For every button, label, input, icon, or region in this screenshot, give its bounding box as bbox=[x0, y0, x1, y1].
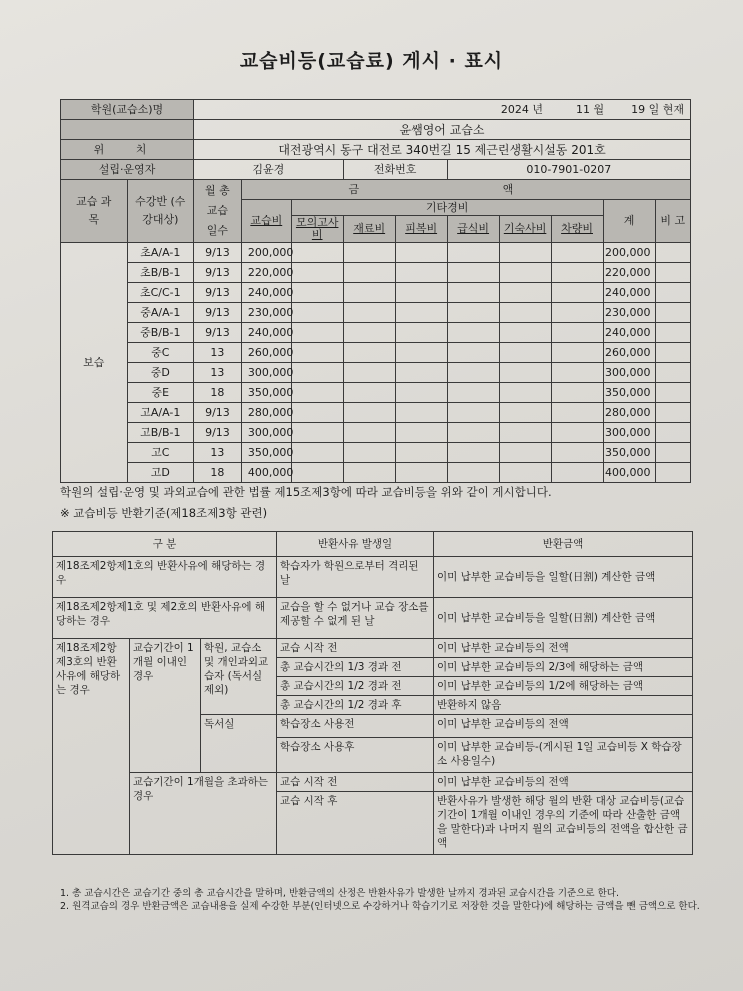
other-expense-cell bbox=[343, 283, 395, 303]
other-expense-cell bbox=[447, 263, 499, 283]
note-cell bbox=[655, 263, 691, 283]
other-expense-cell bbox=[447, 243, 499, 263]
fee-row bbox=[61, 303, 691, 323]
other-expense-cell bbox=[291, 443, 343, 463]
other-expense-cell bbox=[551, 303, 603, 323]
total-cell: 300,000 bbox=[603, 363, 655, 383]
days-cell: 9/13 bbox=[194, 423, 242, 443]
operator-row bbox=[61, 160, 691, 180]
other-expense-cell bbox=[395, 423, 447, 443]
r1-category: 제18조제2항제1호의 반환사유에 해당하는 경우 bbox=[53, 557, 277, 598]
days-cell: 9/13 bbox=[194, 283, 242, 303]
other-expense-cell bbox=[343, 463, 395, 483]
total-cell: 400,000 bbox=[603, 463, 655, 483]
cause-rr-after: 학습장소 사용후 bbox=[277, 738, 434, 773]
other-expense-cell bbox=[395, 443, 447, 463]
cause-after-half: 총 교습시간의 1/2 경과 후 bbox=[277, 696, 434, 715]
cause-header: 반환사유 발생일 bbox=[277, 532, 434, 557]
other-expense-cell bbox=[499, 463, 551, 483]
other-expense-cell bbox=[291, 303, 343, 323]
other-expense-cell bbox=[395, 323, 447, 343]
tuition-cell: 280,000 bbox=[241, 403, 291, 423]
refund-header-row bbox=[53, 532, 693, 557]
days-cell: 9/13 bbox=[194, 303, 242, 323]
other-expense-cell bbox=[291, 323, 343, 343]
amount-before-start: 이미 납부한 교습비등의 전액 bbox=[434, 639, 693, 658]
days-cell: 13 bbox=[194, 363, 242, 383]
other-expense-cell bbox=[395, 243, 447, 263]
other-expense-cell bbox=[395, 263, 447, 283]
fee-row bbox=[61, 243, 691, 263]
total-cell: 240,000 bbox=[603, 323, 655, 343]
other-expense-cell bbox=[395, 463, 447, 483]
tuition-cell: 350,000 bbox=[241, 443, 291, 463]
other-expense-cell bbox=[551, 383, 603, 403]
class-cell: 중A/A-1 bbox=[127, 303, 194, 323]
meal-fee-header: 급식비 bbox=[447, 216, 499, 243]
cause-third: 총 교습시간의 1/3 경과 전 bbox=[277, 658, 434, 677]
date-month: 11 월 bbox=[576, 102, 605, 116]
other-expense-cell bbox=[291, 463, 343, 483]
other-expense-cell bbox=[499, 303, 551, 323]
total-cell: 240,000 bbox=[603, 283, 655, 303]
other-expense-cell bbox=[499, 243, 551, 263]
academy-name: 윤쌤영어 교습소 bbox=[194, 120, 691, 140]
other-expense-header: 기타경비 bbox=[291, 200, 603, 216]
other-expense-cell bbox=[395, 343, 447, 363]
r1-amount: 이미 납부한 교습비등을 일할(日割) 계산한 금액 bbox=[434, 557, 693, 598]
class-cell: 중D bbox=[127, 363, 194, 383]
refund-row-3 bbox=[53, 639, 693, 658]
date-day: 19 일 현재 bbox=[631, 102, 684, 116]
fee-row bbox=[61, 403, 691, 423]
other-expense-cell bbox=[551, 323, 603, 343]
tuition-cell: 240,000 bbox=[241, 283, 291, 303]
other-expense-cell bbox=[551, 343, 603, 363]
amount-third: 이미 납부한 교습비등의 2/3에 해당하는 금액 bbox=[434, 658, 693, 677]
total-cell: 300,000 bbox=[603, 423, 655, 443]
total-cell: 200,000 bbox=[603, 243, 655, 263]
other-expense-cell bbox=[499, 323, 551, 343]
address: 대전광역시 동구 대전로 340번길 15 제근린생활시설동 201호 bbox=[194, 140, 691, 160]
subject-header: 교습 과목 bbox=[61, 180, 128, 243]
other-expense-cell bbox=[291, 403, 343, 423]
other-expense-cell bbox=[395, 403, 447, 423]
other-expense-cell bbox=[343, 363, 395, 383]
vehicle-fee-header: 차량비 bbox=[551, 216, 603, 243]
other-expense-cell bbox=[447, 363, 499, 383]
other-expense-cell bbox=[343, 423, 395, 443]
refund-row-2 bbox=[53, 598, 693, 639]
total-header: 계 bbox=[603, 200, 655, 243]
cause-rr-before: 학습장소 사용전 bbox=[277, 715, 434, 738]
amount-over-before: 이미 납부한 교습비등의 전액 bbox=[434, 773, 693, 792]
other-expense-cell bbox=[499, 423, 551, 443]
total-cell: 350,000 bbox=[603, 383, 655, 403]
other-expense-cell bbox=[551, 243, 603, 263]
r1-cause: 학습자가 학원으로부터 격리된 날 bbox=[277, 557, 434, 598]
phone-number: 010-7901-0207 bbox=[447, 160, 690, 180]
other-expense-cell bbox=[343, 383, 395, 403]
category-header: 구 분 bbox=[53, 532, 277, 557]
fee-row bbox=[61, 263, 691, 283]
other-expense-cell bbox=[395, 383, 447, 403]
subject-name: 보습 bbox=[61, 243, 128, 483]
fee-row bbox=[61, 363, 691, 383]
amount-after-half: 반환하지 않음 bbox=[434, 696, 693, 715]
tuition-cell: 300,000 bbox=[241, 363, 291, 383]
days-cell: 13 bbox=[194, 343, 242, 363]
other-expense-cell bbox=[499, 343, 551, 363]
operator-label: 설립·운영자 bbox=[61, 160, 194, 180]
date-current bbox=[194, 100, 691, 120]
notice-text: 학원의 설립·운영 및 과외교습에 관한 법률 제15조제3항에 따라 교습비등을 위와 같이 게시합니다. bbox=[60, 485, 552, 499]
page-title: 교습비등(교습료) 게시 · 표시 bbox=[239, 50, 504, 72]
reading-room: 독서실 bbox=[201, 715, 277, 773]
tuition-cell: 300,000 bbox=[241, 423, 291, 443]
note-cell bbox=[655, 443, 691, 463]
class-cell: 고B/B-1 bbox=[127, 423, 194, 443]
other-expense-cell bbox=[551, 263, 603, 283]
other-expense-cell bbox=[499, 443, 551, 463]
fee-header-row-1 bbox=[61, 180, 691, 200]
tuition-cell: 400,000 bbox=[241, 463, 291, 483]
other-expense-cell bbox=[291, 423, 343, 443]
r3-category: 제18조제2항제3호의 반환사유에 해당하는 경우 bbox=[53, 639, 130, 855]
days-header: 월 총 교습 일수 bbox=[194, 180, 242, 243]
other-expense-cell bbox=[291, 363, 343, 383]
fee-row bbox=[61, 383, 691, 403]
fee-body bbox=[61, 243, 691, 483]
refund-title: ※ 교습비등 반환기준(제18조제3항 관련) bbox=[60, 506, 268, 520]
total-cell: 230,000 bbox=[603, 303, 655, 323]
tuition-cell: 240,000 bbox=[241, 323, 291, 343]
other-expense-cell bbox=[291, 283, 343, 303]
r2-cause: 교습을 할 수 없거나 교습 장소를 제공할 수 없게 된 날 bbox=[277, 598, 434, 639]
other-expense-cell bbox=[499, 403, 551, 423]
note-cell bbox=[655, 423, 691, 443]
other-expense-cell bbox=[395, 363, 447, 383]
fee-row bbox=[61, 463, 691, 483]
other-expense-cell bbox=[343, 403, 395, 423]
refund-row-9 bbox=[53, 773, 693, 792]
date-year: 2024 년 bbox=[500, 102, 543, 116]
note-header: 비 고 bbox=[655, 200, 691, 243]
other-expense-cell bbox=[447, 383, 499, 403]
other-expense-cell bbox=[291, 243, 343, 263]
total-cell: 350,000 bbox=[603, 443, 655, 463]
other-expense-cell bbox=[343, 263, 395, 283]
location-label: 위 치 bbox=[61, 140, 194, 160]
tuition-cell: 230,000 bbox=[241, 303, 291, 323]
days-cell: 18 bbox=[194, 383, 242, 403]
total-cell: 280,000 bbox=[603, 403, 655, 423]
other-expense-cell bbox=[447, 283, 499, 303]
other-expense-cell bbox=[291, 343, 343, 363]
footnote-2: 2. 원격교습의 경우 반환금액은 교습내용을 실제 수강한 부분(인터넷으로 수강하거나 학습기기로 저장한 것을 말한다)에 해당하는 금액을 뺀 금액으로 한다. bbox=[60, 900, 700, 912]
class-cell: 중E bbox=[127, 383, 194, 403]
footnote-1: 1. 총 교습시간은 교습기간 중의 총 교습시간을 말하며, 반환금액의 산정은 반환사유가 발생한 날까지 경과된 교습시간을 기준으로 한다. bbox=[60, 888, 619, 899]
fee-row bbox=[61, 343, 691, 363]
days-cell: 13 bbox=[194, 443, 242, 463]
class-cell: 초B/B-1 bbox=[127, 263, 194, 283]
other-expense-cell bbox=[447, 343, 499, 363]
days-cell: 9/13 bbox=[194, 243, 242, 263]
material-fee-header: 재료비 bbox=[343, 216, 395, 243]
academy-name-row bbox=[61, 120, 691, 140]
fee-table bbox=[60, 99, 691, 483]
refund-row-1 bbox=[53, 557, 693, 598]
tuition-cell: 200,000 bbox=[241, 243, 291, 263]
other-expense-cell bbox=[447, 323, 499, 343]
amount-header-refund: 반환금액 bbox=[434, 532, 693, 557]
days-cell: 9/13 bbox=[194, 263, 242, 283]
other-expense-cell bbox=[447, 463, 499, 483]
note-cell bbox=[655, 463, 691, 483]
over-month: 교습기간이 1개월을 초과하는 경우 bbox=[130, 773, 277, 855]
cause-over-after: 교습 시작 후 bbox=[277, 792, 434, 855]
mock-exam-fee-header: 모의고사비 bbox=[291, 216, 343, 243]
class-cell: 고C bbox=[127, 443, 194, 463]
cause-over-before: 교습 시작 전 bbox=[277, 773, 434, 792]
fee-row bbox=[61, 283, 691, 303]
days-cell: 18 bbox=[194, 463, 242, 483]
class-cell: 고D bbox=[127, 463, 194, 483]
r2-amount: 이미 납부한 교습비등을 일할(日割) 계산한 금액 bbox=[434, 598, 693, 639]
class-cell: 중B/B-1 bbox=[127, 323, 194, 343]
fee-row bbox=[61, 423, 691, 443]
other-expense-cell bbox=[343, 343, 395, 363]
other-expense-cell bbox=[499, 363, 551, 383]
r2-category: 제18조제2항제1호 및 제2호의 반환사유에 해당하는 경우 bbox=[53, 598, 277, 639]
other-expense-cell bbox=[447, 303, 499, 323]
class-cell: 초A/A-1 bbox=[127, 243, 194, 263]
other-expense-cell bbox=[395, 283, 447, 303]
fee-row bbox=[61, 323, 691, 343]
days-cell: 9/13 bbox=[194, 403, 242, 423]
note-cell bbox=[655, 383, 691, 403]
class-cell: 중C bbox=[127, 343, 194, 363]
other-expense-cell bbox=[551, 363, 603, 383]
dormitory-fee-header: 기숙사비 bbox=[499, 216, 551, 243]
other-expense-cell bbox=[343, 303, 395, 323]
other-expense-cell bbox=[447, 403, 499, 423]
header-row-academy bbox=[61, 100, 691, 120]
tuition-cell: 350,000 bbox=[241, 383, 291, 403]
other-expense-cell bbox=[551, 463, 603, 483]
other-expense-cell bbox=[291, 263, 343, 283]
other-expense-cell bbox=[499, 383, 551, 403]
note-cell bbox=[655, 243, 691, 263]
other-expense-cell bbox=[395, 303, 447, 323]
note-cell bbox=[655, 323, 691, 343]
tuition-cell: 260,000 bbox=[241, 343, 291, 363]
tuition-cell: 220,000 bbox=[241, 263, 291, 283]
academy-type: 학원, 교습소 및 개인과외교습자 (독서실 제외) bbox=[201, 639, 277, 715]
total-cell: 260,000 bbox=[603, 343, 655, 363]
tuition-header: 교습비 bbox=[241, 200, 291, 243]
amount-rr-after: 이미 납부한 교습비등-(게시된 1일 교습비등 X 학습장소 사용일수) bbox=[434, 738, 693, 773]
other-expense-cell bbox=[291, 383, 343, 403]
class-cell: 초C/C-1 bbox=[127, 283, 194, 303]
amount-half: 이미 납부한 교습비등의 1/2에 해당하는 금액 bbox=[434, 677, 693, 696]
amount-header: 금 액 bbox=[241, 180, 690, 200]
note-cell bbox=[655, 303, 691, 323]
other-expense-cell bbox=[343, 243, 395, 263]
days-cell: 9/13 bbox=[194, 323, 242, 343]
other-expense-cell bbox=[551, 403, 603, 423]
amount-rr-before: 이미 납부한 교습비등의 전액 bbox=[434, 715, 693, 738]
other-expense-cell bbox=[551, 443, 603, 463]
other-expense-cell bbox=[499, 263, 551, 283]
class-header: 수강반 (수강대상) bbox=[127, 180, 194, 243]
footnotes bbox=[60, 888, 700, 913]
refund-table bbox=[52, 531, 693, 855]
academy-label: 학원(교습소)명 bbox=[61, 100, 194, 120]
cause-half: 총 교습시간의 1/2 경과 전 bbox=[277, 677, 434, 696]
other-expense-cell bbox=[551, 423, 603, 443]
other-expense-cell bbox=[551, 283, 603, 303]
total-cell: 220,000 bbox=[603, 263, 655, 283]
other-expense-cell bbox=[343, 443, 395, 463]
note-cell bbox=[655, 283, 691, 303]
other-expense-cell bbox=[447, 423, 499, 443]
clothing-fee-header: 피복비 bbox=[395, 216, 447, 243]
note-cell bbox=[655, 403, 691, 423]
amount-over-after: 반환사유가 발생한 해당 월의 반환 대상 교습비등(교습기간이 1개월 이내인 경우의 기준에 따라 산출한 금액을 말한다)과 나머지 월의 교습비등의 전액을 합산한 금액 bbox=[434, 792, 693, 855]
operator-name: 김윤경 bbox=[194, 160, 344, 180]
note-cell bbox=[655, 343, 691, 363]
location-row bbox=[61, 140, 691, 160]
cause-before-start: 교습 시작 전 bbox=[277, 639, 434, 658]
within-month: 교습기간이 1개월 이내인 경우 bbox=[130, 639, 201, 773]
other-expense-cell bbox=[499, 283, 551, 303]
other-expense-cell bbox=[447, 443, 499, 463]
note-cell bbox=[655, 363, 691, 383]
other-expense-cell bbox=[343, 323, 395, 343]
phone-label: 전화번호 bbox=[343, 160, 447, 180]
fee-row bbox=[61, 443, 691, 463]
class-cell: 고A/A-1 bbox=[127, 403, 194, 423]
